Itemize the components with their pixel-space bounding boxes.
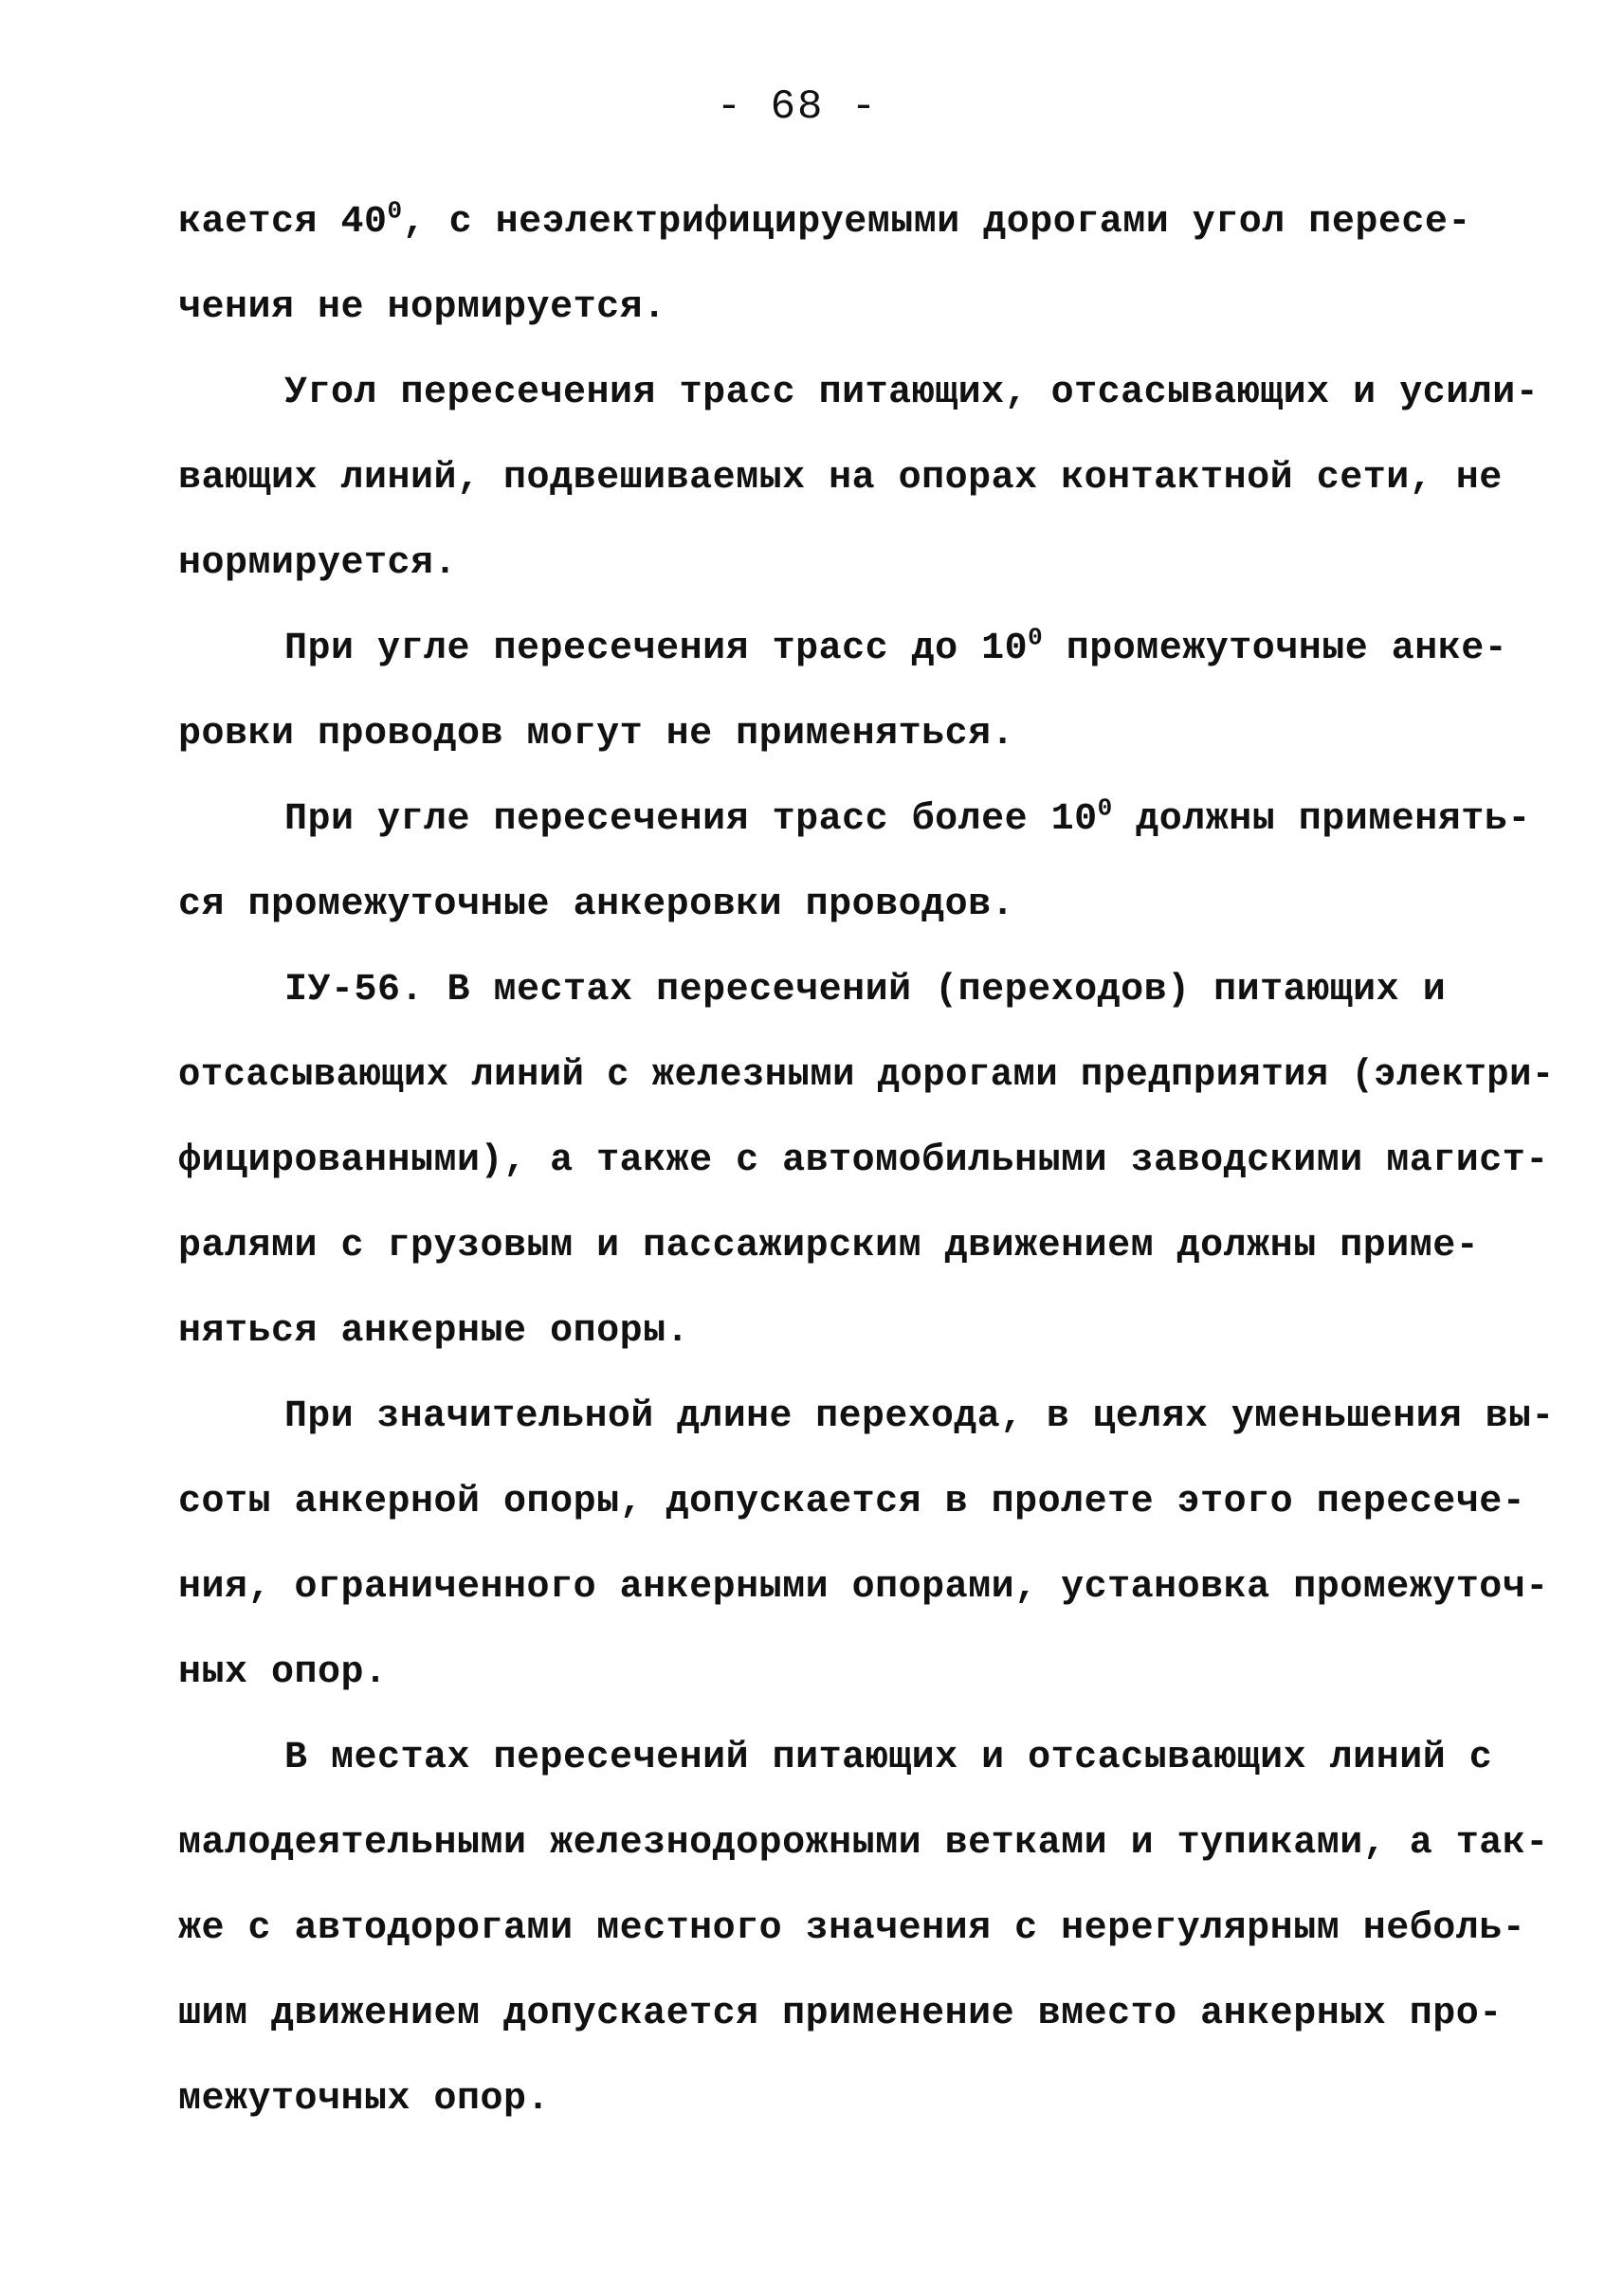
line-text: ровки проводов могут не применяться.	[178, 713, 1015, 756]
line-text: няться анкерные опоры.	[178, 1310, 690, 1353]
text-line	[178, 1310, 689, 1353]
paragraph-first-line	[284, 1737, 1492, 1779]
line-text: малодеятельными железнодорожными ветками и тупиками, а так-	[178, 1822, 1549, 1865]
line-text: чения не нормируется.	[178, 286, 666, 329]
line-text: кается 40	[178, 201, 388, 244]
line-text: нормируется.	[178, 542, 458, 585]
line-text: же с автодорогами местного значения с нерегулярным неболь-	[178, 1907, 1526, 1950]
text-line	[178, 1139, 1549, 1182]
paragraph-first-line	[284, 969, 1446, 1011]
line-text: При значительной длине перехода, в целях уменьшения вы-	[284, 1395, 1555, 1438]
line-text: , с неэлектрифицируемыми дорогами угол пересе-	[402, 201, 1471, 244]
line-text: фицированными), а также с автомобильными заводскими магист-	[178, 1139, 1549, 1182]
line-text: ния, ограниченного анкерными опорами, установка промежуточ-	[178, 1566, 1549, 1609]
line-text: должны применять-	[1112, 798, 1531, 841]
line-text: ных опор.	[178, 1651, 388, 1694]
line-text: ралями с грузовым и пассажирским движением должны приме-	[178, 1225, 1480, 1267]
paragraph-first-line	[284, 793, 1531, 841]
line-text: ся промежуточные анкеровки проводов.	[178, 884, 1015, 926]
text-line	[178, 884, 1014, 926]
line-text: IУ-56. В местах пересечений (переходов) питающих и	[284, 969, 1447, 1011]
degree-superscript: 0	[387, 196, 403, 226]
line-text: При угле пересечения трасс более 10	[284, 798, 1098, 841]
text-line	[178, 286, 666, 329]
text-line	[178, 1054, 1555, 1097]
text-line	[178, 1907, 1525, 1950]
paragraph-first-line	[284, 623, 1508, 670]
text-line	[178, 457, 1503, 500]
text-line	[178, 1651, 388, 1694]
text-line	[178, 196, 1471, 244]
text-line	[178, 1481, 1525, 1523]
text-line	[178, 1225, 1479, 1267]
degree-superscript: 0	[1028, 623, 1044, 652]
line-text: вающих линий, подвешиваемых на опорах контактной сети, не	[178, 457, 1503, 500]
degree-superscript: 0	[1097, 793, 1113, 823]
text-line	[178, 542, 457, 585]
text-line	[178, 1566, 1549, 1609]
line-text: При угле пересечения трасс до 10	[284, 628, 1029, 670]
line-text: Угол пересечения трасс питающих, отсасывающих и усили-	[284, 372, 1540, 414]
line-text: В местах пересечений питающих и отсасывающих линий с	[284, 1737, 1493, 1779]
text-line	[178, 2078, 550, 2121]
paragraph-first-line	[284, 372, 1539, 414]
text-line	[178, 1993, 1503, 2035]
line-text: промежуточные анке-	[1043, 628, 1508, 670]
line-text: межуточных опор.	[178, 2078, 551, 2121]
line-text: шим движением допускается применение вместо анкерных про-	[178, 1993, 1503, 2035]
page-number-text: - 68 -	[716, 83, 879, 131]
text-line	[178, 713, 1014, 756]
line-text: соты анкерной опоры, допускается в пролете этого пересече-	[178, 1481, 1526, 1523]
text-line	[178, 1822, 1549, 1865]
page-number	[0, 83, 1623, 131]
line-text: отсасывающих линий с железными дорогами предприятия (электри-	[178, 1054, 1555, 1097]
paragraph-first-line	[284, 1395, 1555, 1438]
